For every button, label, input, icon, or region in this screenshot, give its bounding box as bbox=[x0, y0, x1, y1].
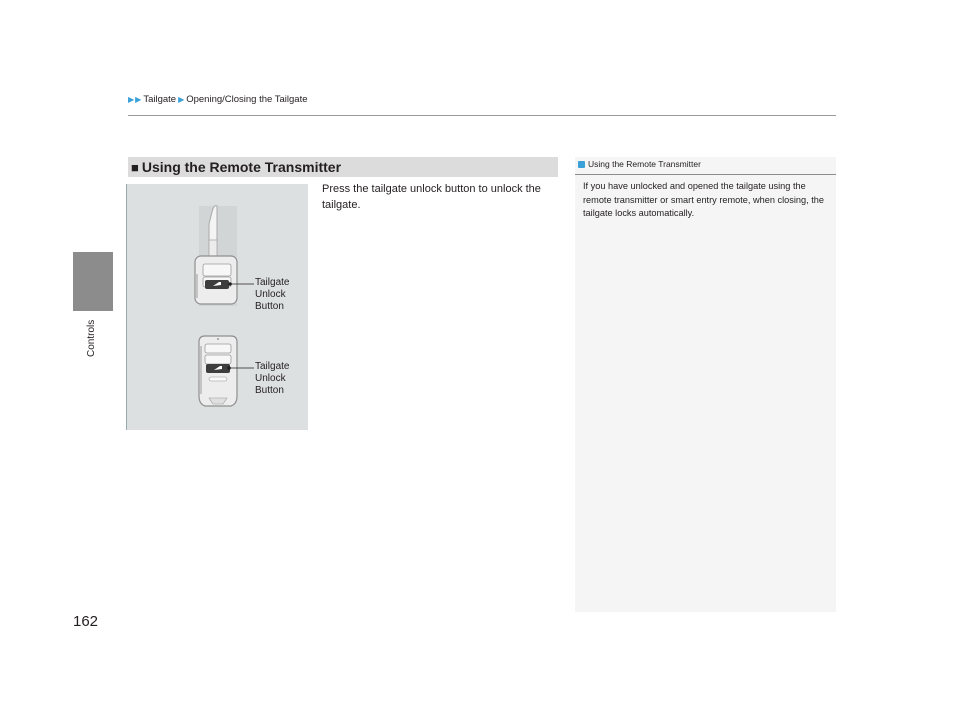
breadcrumb-link-tailgate[interactable]: Tailgate bbox=[143, 94, 177, 105]
breadcrumb bbox=[128, 94, 308, 105]
breadcrumb-arrow-icon: ▶ bbox=[178, 95, 185, 104]
callout-line: Unlock bbox=[255, 373, 286, 384]
note-sidebar bbox=[575, 157, 836, 612]
callout-line: Unlock bbox=[255, 289, 286, 300]
callout-tailgate-unlock-button-1 bbox=[255, 277, 315, 313]
callout-line: Button bbox=[255, 385, 284, 396]
callout-line: Button bbox=[255, 301, 284, 312]
section-square-icon: ■ bbox=[131, 159, 139, 175]
breadcrumb-arrow-icon: ▶ bbox=[135, 95, 142, 104]
note-text: If you have unlocked and opened the tailgate using the remote transmitter or smart entry remote, when closing, the tailgate locks automatically. bbox=[583, 181, 825, 218]
note-marker-icon bbox=[578, 161, 585, 168]
chapter-side-tab bbox=[73, 252, 113, 311]
section-title: Using the Remote Transmitter bbox=[141, 159, 342, 175]
callout-tailgate-unlock-button-2 bbox=[255, 361, 315, 397]
instruction-text: Press the tailgate unlock button to unlock the tailgate. bbox=[322, 183, 541, 211]
callout-line: Tailgate bbox=[255, 361, 290, 372]
breadcrumb-arrow-icon: ▶ bbox=[128, 95, 135, 104]
section-header bbox=[128, 157, 558, 177]
note-title: Using the Remote Transmitter bbox=[588, 159, 701, 169]
callout-line: Tailgate bbox=[255, 277, 290, 288]
note-header bbox=[575, 157, 836, 175]
page-number: 162 bbox=[73, 613, 99, 630]
remote-figure bbox=[126, 184, 308, 430]
header-divider bbox=[128, 115, 836, 116]
breadcrumb-current[interactable]: Opening/Closing the Tailgate bbox=[186, 94, 308, 105]
chapter-label: Controls bbox=[86, 319, 97, 357]
